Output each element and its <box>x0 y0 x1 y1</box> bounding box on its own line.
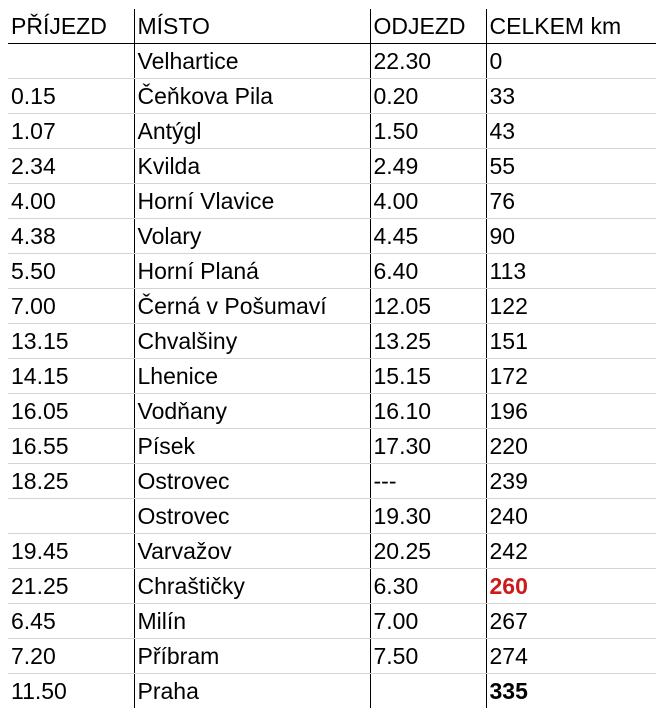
place-cell: Chvalšiny <box>134 324 370 359</box>
arrival-cell: 0.15 <box>8 79 134 114</box>
departure-cell: 7.50 <box>370 639 486 674</box>
arrival-cell: 2.34 <box>8 149 134 184</box>
total-km-cell: 267 <box>486 604 656 639</box>
arrival-cell: 5.50 <box>8 254 134 289</box>
table-row <box>8 219 656 254</box>
arrival-cell <box>8 499 134 534</box>
total-km-cell: 260 <box>486 569 656 604</box>
departure-cell: 17.30 <box>370 429 486 464</box>
place-cell: Chraštičky <box>134 569 370 604</box>
place-cell: Volary <box>134 219 370 254</box>
arrival-cell: 16.55 <box>8 429 134 464</box>
place-cell: Antýgl <box>134 114 370 149</box>
departure-cell: 22.30 <box>370 44 486 79</box>
place-cell: Ostrovec <box>134 499 370 534</box>
arrival-cell: 11.50 <box>8 674 134 709</box>
total-km-cell: 113 <box>486 254 656 289</box>
table-row <box>8 534 656 569</box>
place-cell: Kvilda <box>134 149 370 184</box>
total-km-cell: 335 <box>489 678 528 704</box>
arrival-cell <box>8 44 134 79</box>
place-cell: Milín <box>134 604 370 639</box>
departure-cell: 0.20 <box>370 79 486 114</box>
departure-cell: 16.10 <box>370 394 486 429</box>
route-timetable <box>8 9 656 708</box>
departure-cell: --- <box>370 464 486 499</box>
table-row <box>8 569 656 604</box>
total-km-cell: 196 <box>486 394 656 429</box>
place-cell: Varvažov <box>134 534 370 569</box>
table-row <box>8 149 656 184</box>
header-row <box>8 9 656 44</box>
total-km-cell: 172 <box>486 359 656 394</box>
table-row <box>8 79 656 114</box>
table-row <box>8 394 656 429</box>
table-row <box>8 359 656 394</box>
place-cell: Černá v Pošumaví <box>134 289 370 324</box>
table-row <box>8 289 656 324</box>
total-km-cell: 122 <box>486 289 656 324</box>
arrival-cell: 1.07 <box>8 114 134 149</box>
arrival-cell: 21.25 <box>8 569 134 604</box>
total-km-cell: 76 <box>486 184 656 219</box>
header-total-km: CELKEM km <box>486 9 656 44</box>
total-km-cell: 0 <box>486 44 656 79</box>
table-row <box>8 324 656 359</box>
departure-cell: 19.30 <box>370 499 486 534</box>
table-row <box>8 499 656 534</box>
departure-cell: 13.25 <box>370 324 486 359</box>
place-cell: Horní Vlavice <box>134 184 370 219</box>
place-cell: Příbram <box>134 639 370 674</box>
arrival-cell: 13.15 <box>8 324 134 359</box>
place-cell: Vodňany <box>134 394 370 429</box>
table-row <box>8 639 656 674</box>
place-cell: Velhartice <box>134 44 370 79</box>
total-km-cell: 151 <box>486 324 656 359</box>
table-row <box>8 44 656 79</box>
arrival-cell: 14.15 <box>8 359 134 394</box>
table-row <box>8 604 656 639</box>
table-row <box>8 464 656 499</box>
table-row <box>8 429 656 464</box>
arrival-cell: 4.00 <box>8 184 134 219</box>
header-place: MÍSTO <box>134 9 370 44</box>
header-arrival: PŘÍJEZD <box>8 9 134 44</box>
total-km-cell: 240 <box>486 499 656 534</box>
table-row <box>8 254 656 289</box>
departure-cell: 2.49 <box>370 149 486 184</box>
arrival-cell: 19.45 <box>8 534 134 569</box>
arrival-cell: 18.25 <box>8 464 134 499</box>
place-cell: Ostrovec <box>134 464 370 499</box>
total-km-cell: 55 <box>486 149 656 184</box>
arrival-cell: 7.20 <box>8 639 134 674</box>
departure-cell: 4.45 <box>370 219 486 254</box>
place-cell: Čeňkova Pila <box>134 79 370 114</box>
total-km-cell: 43 <box>486 114 656 149</box>
total-km-cell: 220 <box>486 429 656 464</box>
place-cell: Lhenice <box>134 359 370 394</box>
departure-cell: 6.30 <box>370 569 486 604</box>
departure-cell: 1.50 <box>370 114 486 149</box>
arrival-cell: 6.45 <box>8 604 134 639</box>
departure-cell: 6.40 <box>370 254 486 289</box>
total-km-cell: 90 <box>486 219 656 254</box>
timetable-body <box>8 44 656 709</box>
total-km-cell: 239 <box>486 464 656 499</box>
departure-cell <box>370 674 486 709</box>
arrival-cell: 16.05 <box>8 394 134 429</box>
header-departure: ODJEZD <box>370 9 486 44</box>
total-km-cell: 242 <box>486 534 656 569</box>
table-row <box>8 184 656 219</box>
place-cell: Praha <box>134 674 370 709</box>
departure-cell: 20.25 <box>370 534 486 569</box>
departure-cell: 15.15 <box>370 359 486 394</box>
arrival-cell: 7.00 <box>8 289 134 324</box>
total-km-cell: 33 <box>486 79 656 114</box>
departure-cell: 7.00 <box>370 604 486 639</box>
table-row <box>8 114 656 149</box>
total-km-cell: 274 <box>486 639 656 674</box>
place-cell: Horní Planá <box>134 254 370 289</box>
arrival-cell: 4.38 <box>8 219 134 254</box>
table-row <box>8 674 656 709</box>
departure-cell: 12.05 <box>370 289 486 324</box>
place-cell: Písek <box>134 429 370 464</box>
departure-cell: 4.00 <box>370 184 486 219</box>
